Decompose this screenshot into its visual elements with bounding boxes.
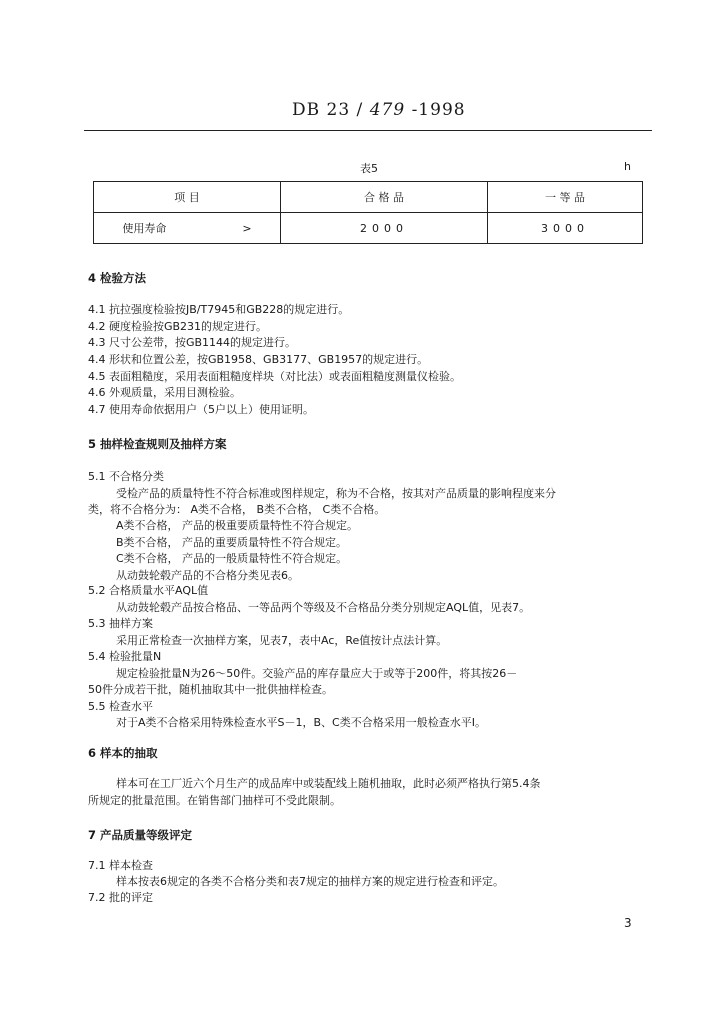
body-line-p2: 类，将不合格分为： A类不合格， B类不合格， C类不合格。	[88, 503, 386, 516]
table-header-row	[94, 182, 643, 213]
body-line-s4-7: 4.7 使用寿命依据用户（5户以上）使用证明。	[88, 403, 314, 416]
header-qualified: 合 格 品	[281, 182, 488, 213]
body-line-p14: 样本按表6规定的各类不合格分类和表7规定的抽样方案的规定进行检查和评定。	[116, 875, 504, 888]
body-line-p6: 从动鼓轮毂产品的不合格分类见表6。	[116, 569, 299, 582]
body-line-s5-3: 5.3 抽样方案	[88, 617, 153, 630]
header-item: 项 目	[94, 182, 281, 213]
row-symbol: >	[242, 222, 252, 235]
table-row-service-life	[94, 213, 643, 244]
document-code	[292, 100, 466, 120]
body-line-p11: 对于A类不合格采用特殊检查水平S－1，B、C类不合格采用一般检查水平Ⅰ。	[116, 716, 486, 729]
body-line-s7: 7 产品质量等级评定	[88, 828, 193, 842]
body-line-s5-1: 5.1 不合格分类	[88, 470, 164, 483]
body-line-s6: 6 样本的抽取	[88, 746, 158, 760]
table-title: 表5	[360, 162, 378, 175]
row-label-cell	[94, 213, 281, 244]
body-line-p4: B类不合格， 产品的重要质量特性不符合规定。	[116, 536, 348, 549]
body-line-s4-2: 4.2 硬度检验按GB231的规定进行。	[88, 320, 268, 333]
body-line-s4-6: 4.6 外观质量，采用目测检验。	[88, 386, 241, 399]
table-5	[93, 181, 643, 244]
body-line-s5: 5 抽样检查规则及抽样方案	[88, 437, 227, 451]
body-line-s5-5: 5.5 检查水平	[88, 700, 153, 713]
body-line-s5-4: 5.4 检验批量N	[88, 650, 162, 663]
body-line-s4-1: 4.1 抗拉强度检验按JB/T7945和GB228的规定进行。	[88, 303, 350, 316]
body-line-p9: 规定检验批量N为26～50件。交验产品的库存量应大于或等于200件，将其按26－	[116, 667, 518, 680]
value-first-grade: 3000	[488, 213, 643, 244]
document-code-prefix: DB 23 /	[292, 100, 364, 120]
body-line-p1: 受检产品的质量特性不符合标准或图样规定，称为不合格，按其对产品质量的影响程度来分	[116, 487, 556, 500]
page-number: 3	[624, 916, 632, 930]
header-first-grade: 一 等 品	[488, 182, 643, 213]
body-line-p3: A类不合格， 产品的极重要质量特性不符合规定。	[116, 519, 359, 532]
row-label: 使用寿命	[122, 222, 167, 235]
body-line-p12: 样本可在工厂近六个月生产的成品库中或装配线上随机抽取，此时必须严格执行第5.4条	[116, 777, 541, 790]
body-line-s5-2: 5.2 合格质量水平AQL值	[88, 584, 209, 597]
header-rule	[84, 130, 652, 131]
body-line-s4: 4 检验方法	[88, 271, 147, 285]
body-line-p13: 所规定的批量范围。在销售部门抽样可不受此限制。	[88, 794, 341, 807]
document-code-handwritten-number: 479	[369, 100, 406, 120]
body-line-s7-2: 7.2 批的评定	[88, 891, 153, 904]
document-code-suffix: -1998	[411, 100, 466, 120]
body-line-p8: 采用正常检查一次抽样方案，见表7，表中Ac，Re值按计点法计算。	[116, 634, 448, 647]
body-line-p5: C类不合格， 产品的一般质量特性不符合规定。	[116, 552, 348, 565]
body-line-s4-4: 4.4 形状和位置公差，按GB1958、GB3177、GB1957的规定进行。	[88, 353, 429, 366]
body-line-s4-3: 4.3 尺寸公差带，按GB1144的规定进行。	[88, 336, 297, 349]
body-line-p10: 50件分成若干批，随机抽取其中一批供抽样检查。	[88, 683, 333, 696]
body-line-s4-5: 4.5 表面粗糙度，采用表面粗糙度样块（对比法）或表面粗糙度测量仪检验。	[88, 370, 461, 383]
value-qualified: 2000	[281, 213, 488, 244]
table-unit: h	[624, 160, 631, 173]
body-line-s7-1: 7.1 样本检查	[88, 859, 153, 872]
body-line-p7: 从动鼓轮毂产品按合格品、一等品两个等级及不合格品分类分别规定AQL值，见表7。	[116, 601, 531, 614]
